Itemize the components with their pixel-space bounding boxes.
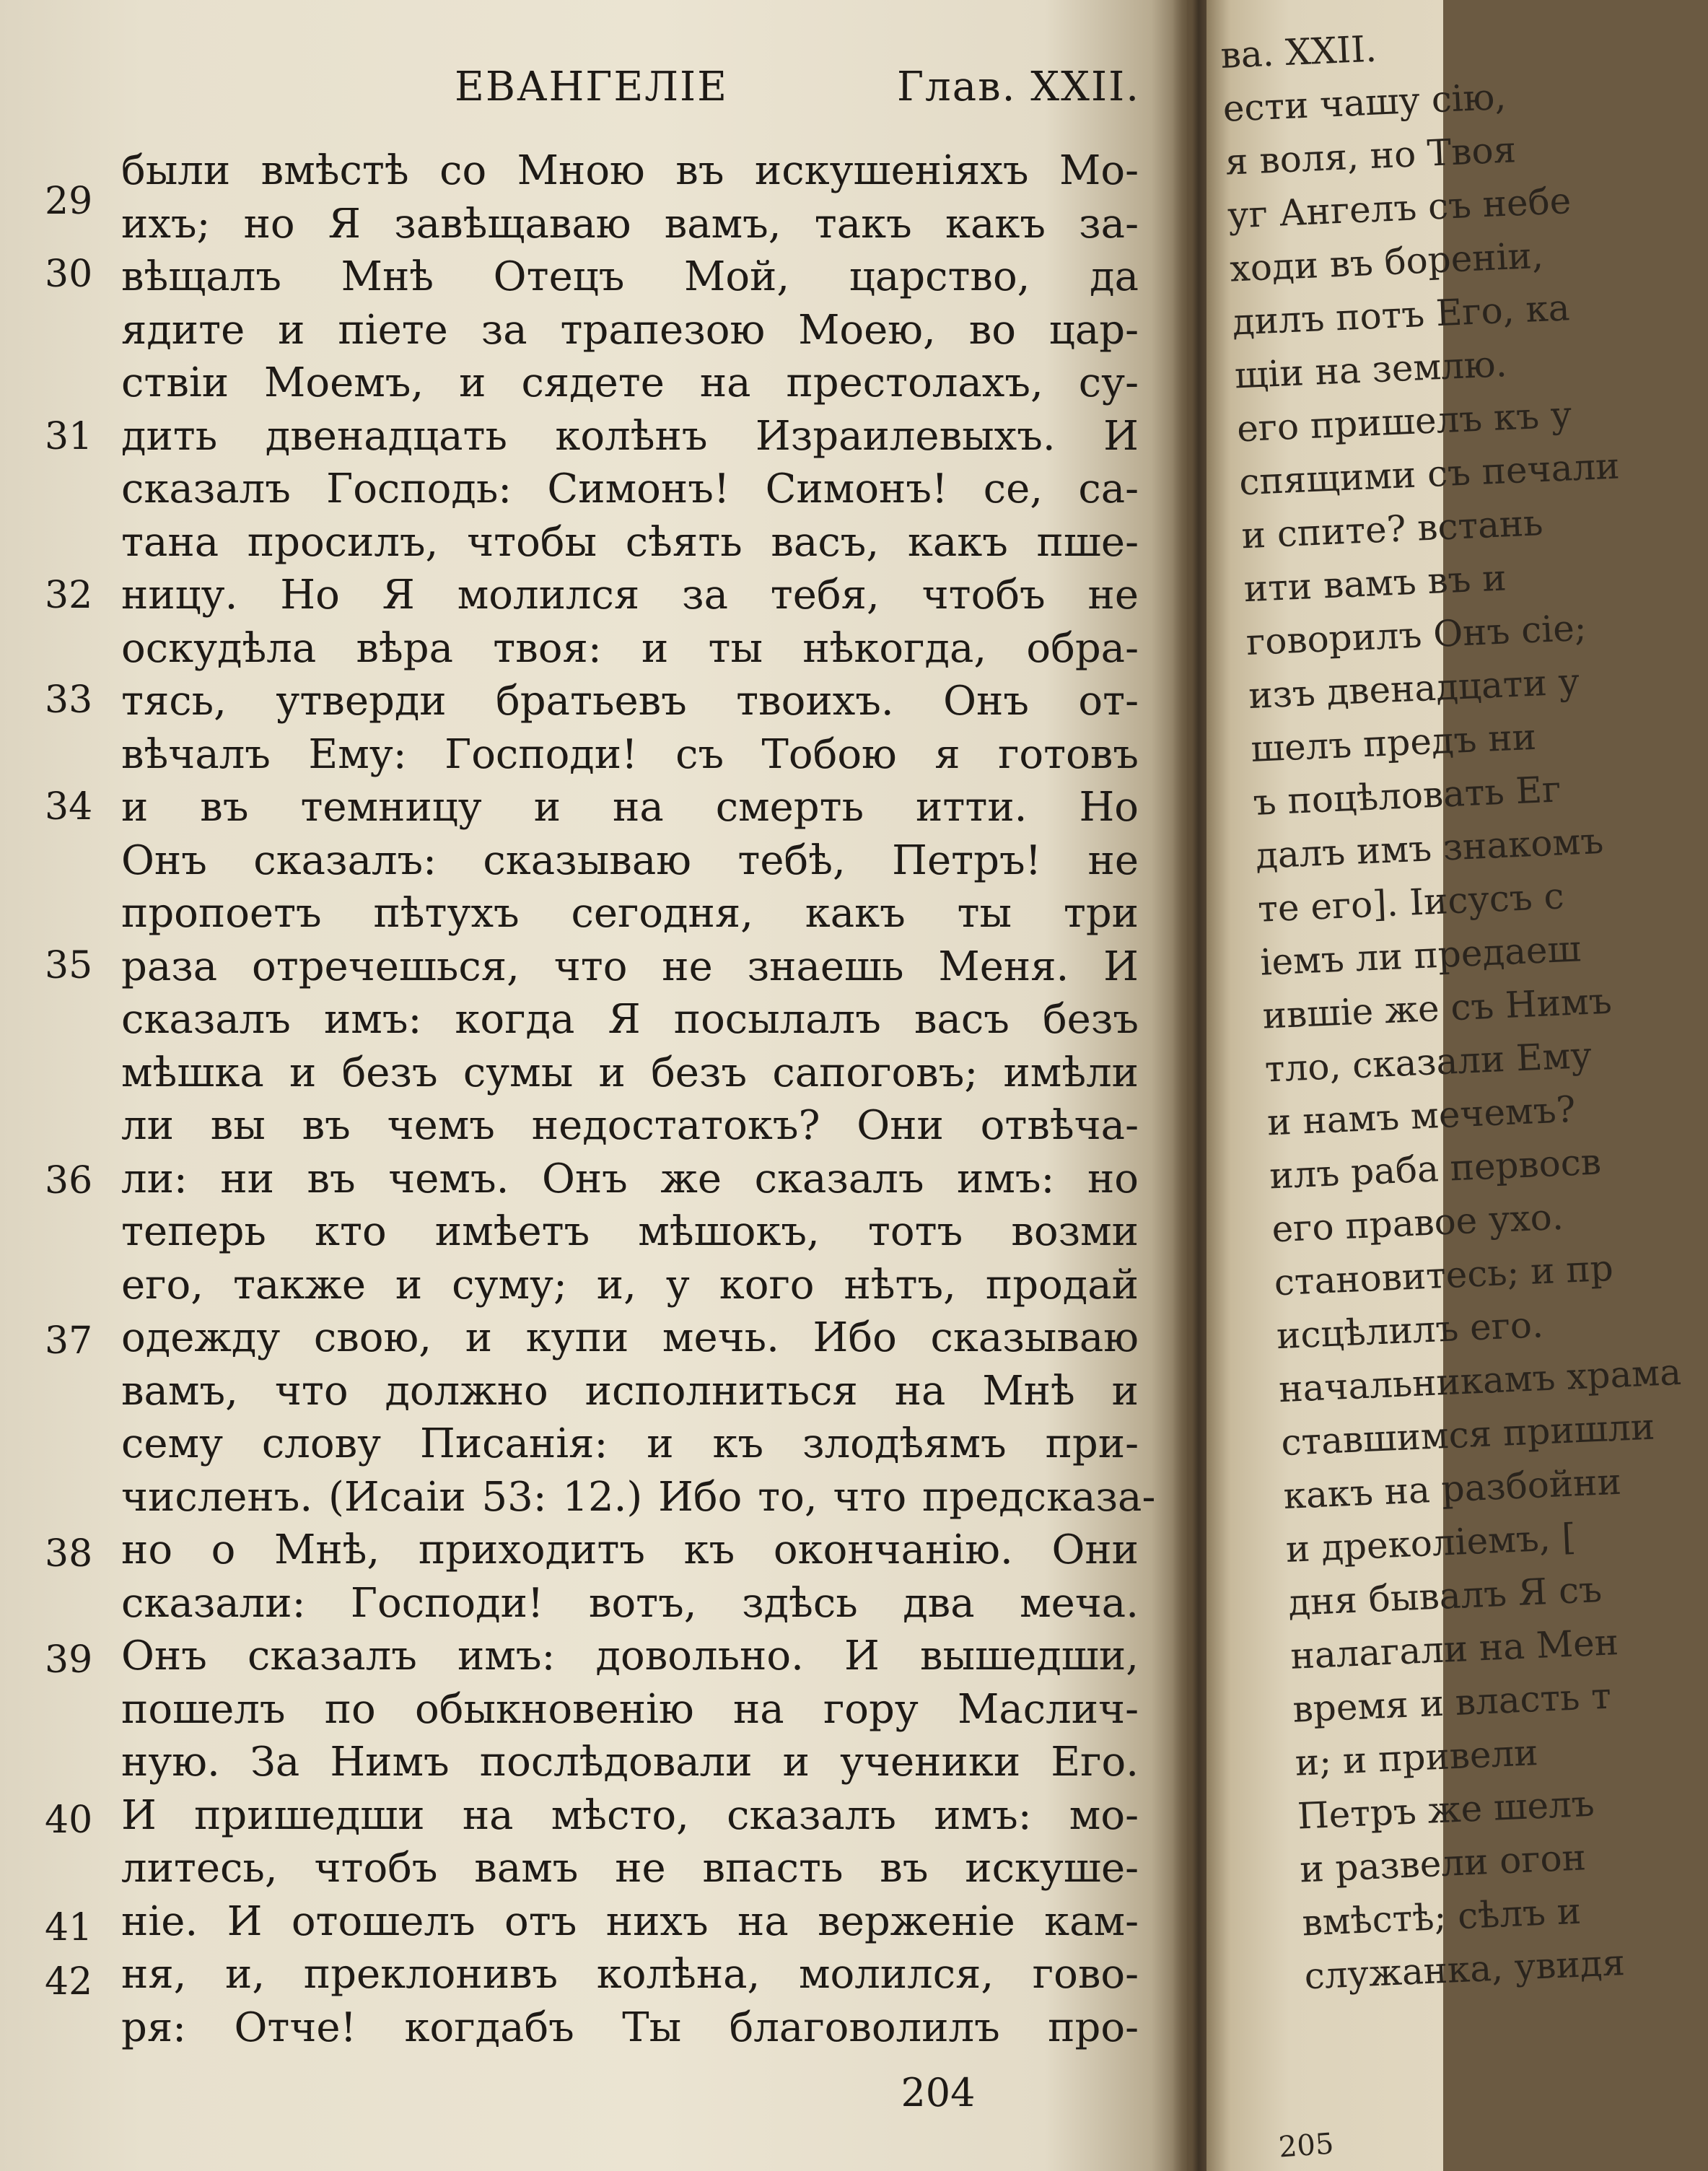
facing-page-number: 205 [1277,2127,1335,2165]
text-line: мѣшка и безъ сумы и безъ сапоговъ; имѣли [121,1049,1139,1096]
text-line: ствіи Моемъ, и сядете на престолахъ, су- [121,359,1139,406]
text-line: теперь кто имѣетъ мѣшокъ, тотъ возми [121,1208,1139,1255]
text-line: дить двенадцать колѣнъ Израилевыхъ. И [121,412,1139,460]
text-line: ихъ; но Я завѣщаваю вамъ, такъ какъ за- [121,200,1139,248]
text-line: ніе. И отошелъ отъ нихъ на верженіе кам- [121,1897,1139,1945]
text-line: сему слову Писанія: и къ злодѣямъ при- [121,1420,1139,1467]
verse-number: 37 [45,1319,93,1363]
facing-text-line: его правое ухо. [1271,1195,1564,1251]
text-line: пошелъ по обыкновенію на гору Маслич- [121,1685,1139,1733]
facing-text-line: и развели огон [1299,1836,1587,1891]
text-line: сказалъ имъ: когда Я посылалъ васъ безъ [121,996,1139,1043]
facing-text-line: я воля, но Твоя [1224,128,1518,183]
verse-number: 35 [45,944,93,987]
chapter-label: Глав. XXII. [897,64,1140,110]
text-line: вѣщалъ Мнѣ Отецъ Мой, царство, да [121,253,1139,300]
facing-page [1206,0,1683,2171]
facing-text-line: и; и привели [1294,1731,1539,1784]
facing-text-line: вмѣстѣ; сѣлъ и [1301,1890,1582,1944]
facing-text-line: ва. XXII. [1219,27,1378,77]
text-line: оскудѣла вѣра твоя: и ты нѣкогда, обра- [121,624,1139,672]
text-line: ницу. Но Я молился за тебя, чтобъ не [121,572,1139,619]
text-line: тясь, утверди братьевъ твоихъ. Онъ от- [121,678,1139,725]
facing-text-line: ъ поцѣловать Ег [1252,768,1562,824]
facing-text-line: ести чашу сію, [1222,75,1507,130]
facing-text-line: тло, сказали Ему [1264,1034,1593,1091]
facing-text-line: шелъ предъ ни [1250,715,1538,771]
running-title: ЕВАНГЕЛІЕ [455,64,728,110]
text-line: тана просилъ, чтобы сѣять васъ, какъ пше- [121,518,1139,566]
text-line: одежду свою, и купи мечь. Ибо сказываю [121,1314,1139,1361]
text-line: ную. За Нимъ послѣдовали и ученики Его. [121,1739,1139,1786]
facing-text-line: ходи въ бореніи, [1229,234,1544,290]
text-line: Онъ сказалъ: сказываю тебѣ, Петръ! не [121,836,1139,884]
text-line: численъ. (Исаіи 53: 12.) Ибо то, что предсказа- [121,1473,1156,1521]
facing-text-line: щіи на землю. [1233,343,1508,397]
facing-text-line: какъ на разбойни [1282,1460,1622,1518]
facing-text-line: становитесь; и пр [1273,1246,1614,1304]
facing-text-line: служанка, увидя [1303,1941,1626,1998]
verse-number: 38 [45,1532,93,1576]
facing-text-line: ставшимся пришли [1280,1405,1656,1464]
facing-text-line: уг Ангелъ съ небе [1227,180,1572,237]
text-line: сказали: Господи! вотъ, здѣсь два меча. [121,1579,1139,1627]
facing-text-line: іемъ ли предаеш [1259,927,1582,984]
text-line: пропоетъ пѣтухъ сегодня, какъ ты три [121,890,1139,937]
page-number: 204 [901,2070,976,2115]
text-line: сказалъ Господь: Симонъ! Симонъ! се, са- [121,466,1139,512]
text-line: вамъ, что должно исполниться на Мнѣ и [121,1367,1139,1415]
verse-number: 39 [45,1638,93,1682]
text-line: ядите и піете за трапезою Моею, во цар- [121,306,1139,354]
facing-text-line: и спите? встань [1240,502,1544,557]
facing-text-line: начальникамъ храма [1278,1350,1683,1411]
text-line: вѣчалъ Ему: Господи! съ Тобою я готовъ [121,730,1139,778]
text-line: раза отречешься, что не знаешь Меня. И [121,943,1139,990]
facing-text-line: дилъ потъ Его, ка [1231,287,1571,344]
verse-number: 40 [45,1799,93,1842]
text-line: были вмѣстѣ со Мною въ искушеніяхъ Мо- [121,147,1139,194]
facing-page-text [1219,18,1683,2003]
facing-text-line: далъ имъ знакомъ [1254,819,1605,877]
verse-number: 30 [45,253,93,296]
body-text [121,144,1156,2054]
facing-text-line: его пришелъ къ у [1235,393,1573,450]
text-line: ли вы въ чемъ недостатокъ? Они отвѣча- [121,1102,1139,1149]
text-line: литесь, чтобъ вамъ не впасть въ искуше- [121,1845,1139,1892]
verse-number: 34 [45,785,93,829]
text-line: ли: ни въ чемъ. Онъ же сказалъ имъ: но [121,1155,1139,1202]
facing-text-line: говорилъ Онъ сіе; [1245,606,1587,664]
facing-text-line: дня бывалъ Я съ [1287,1568,1603,1624]
facing-text-line: и дреколіемъ, [ [1284,1516,1577,1571]
verse-number: 32 [45,574,93,617]
verse-number: 31 [45,415,93,458]
verse-number: 42 [45,1960,93,2004]
verse-number: 29 [45,180,93,223]
running-header [455,64,1140,121]
facing-text-line: и намъ мечемъ? [1266,1088,1577,1144]
facing-text-line: Петръ же шелъ [1296,1782,1595,1838]
text-line: И пришедши на мѣсто, сказалъ имъ: мо- [121,1791,1139,1839]
facing-text-line: те его]. Іисусъ с [1256,875,1565,930]
text-line: Онъ сказалъ имъ: довольно. И вышедши, [121,1633,1139,1679]
facing-text-line: илъ раба первосв [1269,1140,1602,1197]
text-line: ня, и, преклонивъ колѣна, молился, гово- [121,1951,1139,1998]
text-line: но о Мнѣ, приходитъ къ окончанію. Они [121,1526,1139,1573]
facing-text-line: налагали на Мен [1289,1621,1620,1677]
facing-text-line: ити вамъ въ и [1243,556,1507,611]
facing-text-line: исцѣлилъ его. [1275,1303,1544,1358]
verse-number: 33 [45,678,93,722]
verse-number: 36 [45,1159,93,1202]
facing-text-line: время и власть т [1292,1674,1612,1731]
text-line: ря: Отче! когдабъ Ты благоволилъ про- [121,2004,1139,2051]
facing-text-line: спящими съ печали [1238,445,1621,504]
facing-text-line: изъ двенадцати у [1248,660,1581,717]
facing-text-line: ившіе же съ Нимъ [1261,979,1613,1037]
verse-number: 41 [45,1906,93,1949]
text-line: и въ темницу и на смерть итти. Но [121,784,1139,831]
text-line: его, также и суму; и, у кого нѣтъ, продай [121,1261,1139,1309]
